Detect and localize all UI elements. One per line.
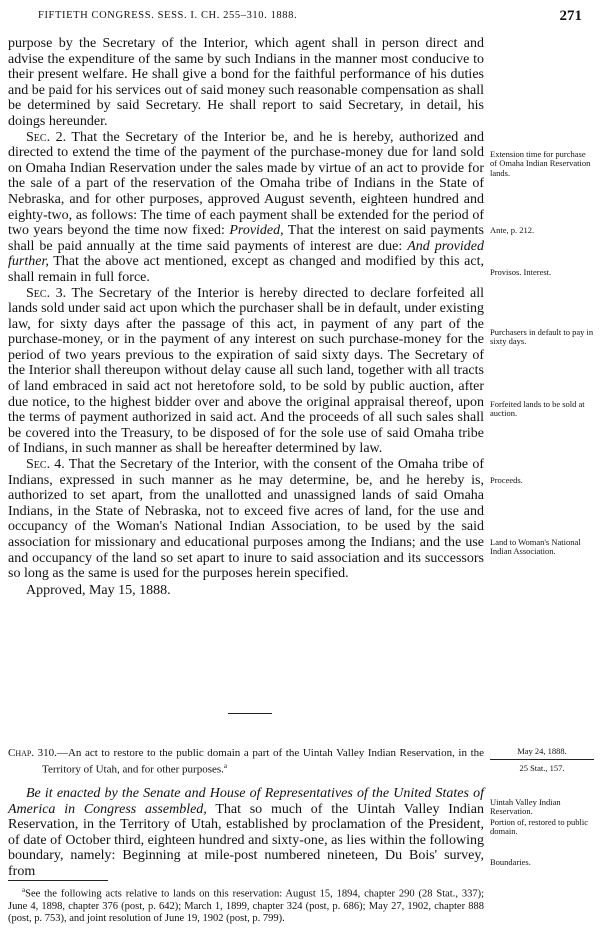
margin-note-proceeds: Proceeds. [490,475,523,485]
statute-citation: 25 Stat., 157. [519,763,565,773]
section-2-text: That the Secretary of the Interior be, and he is hereby, authorized and directed to extend the time of the payment of the purchase-money due for land sold on Omaha Indian Reservation under the sales made by virtue of an act to provide for the sale of a part of the reservation of the Omaha tribe of Indians in the State of Nebraska, and for other purposes, approved August seventh, eighteen hundred and eighty-two, as follows: The time of each payment shall be extended for the period of two years beyond the time now fixed: [8,129,484,239]
enactment [8,786,484,880]
margin-note-extension: Extension time for purchase of Omaha Indian Reservation lands. [490,149,591,178]
running-head [10,8,590,26]
enactment-text: That so much of the Uintah Valley Indian Reservation, in the Territory of Utah, established by proclamation of the President, of date of October third, eighteen hundred and sixty-one, as lies within the following boundary, namely: Beginning at mile-post numbered nineteen, Du Bois' survey, from [8,801,484,879]
footnote [8,884,484,925]
margin-note-uintah: Uintah Valley Indian Reservation. [490,797,561,817]
footnote-text: See the following acts relative to lands on this reservation: August 15, 1894, chapter 290 (28 Stat., 337); June 4, 1898, chapter 376 (post, p. 642); March 1, 1899, chapter 324 (post, p. 686); May 27, 1902, chapter 888 (post, p. 753), and joint resolution of June 19, 1902 (post, p. 799). [8,888,484,924]
margin-note-provisos: Provisos. Interest. [490,267,552,277]
margin-note-portion: Portion of, restored to public domain. [490,817,588,837]
proviso-further-label: And provided further, [8,238,484,270]
section-2 [8,130,484,286]
chapter-date-box [490,746,594,773]
chapter-title: —An act to restore to the public domain a part of the Uintah Valley Indian Reservation, in the Territory of Utah, and for other purposes. [42,747,485,776]
footnote-mark: a [22,886,26,894]
enacting-clause: Be it enacted by the Senate and House of Representatives of the United States of America in Congress assembled, [8,786,484,817]
footnote-rule [8,880,108,881]
section-4-text: That the Secretary of the Interior, with the consent of the Omaha tribe of Indians, expressed in such manner as he may determine, be, and he hereby is, authorized to set apart, from the unallotted and unassigned lands of said Omaha Indians, in the State of Nebraska, not to exceed five acres of land, for the use and occupancy of the Woman's National Indian Association, to be used by the said association for missionary and educational purposes among the Indians; and the use and occupancy of the land so set apart to inure to said association and its successors so long as the same is used for the purposes herein specified. [8,457,484,582]
section-3-text: The Secretary of the Interior is hereby directed to declare forfeited all lands sold under said act upon which the purchaser shall be in default, under existing law, for sixty days after the passage of this act, in payment of any part of the purchase-money, or in the payment of any interest on such purchase-money for the period of two years previous to the expiration of said sixty days. The Secretary of the Interior shall thereupon without delay cause all such land, together with all tracts of land embraced in said act not heretofore sold, to be sold by public auction, after due notice, to the highest bidder over and above the original appraisal thereof, upon the terms of payment authorized in said act. And the proceeds of all such sales shall be covered into the Treasury, to be disposed of for the sole use of said Omaha tribe of Indians, in such manner as shall be hereafter determined by law. [8,285,484,457]
section-4 [8,457,484,582]
section-2-text-3: That the above act mentioned, except as changed and modified by this act, shall remain in full force. [8,254,484,285]
margin-note-purchasers: Purchasers in default to pay in sixty days. [490,327,594,347]
proviso-label: Provided, [229,223,284,239]
margin-note-forfeited: Forfeited lands to be sold at auction. [490,399,585,419]
section-2-label: Sec. 2. [26,129,67,145]
approved-line: Approved, May 15, 1888. [26,582,171,598]
section-4-label: Sec. 4. [26,457,65,473]
margin-note-ante: Ante, p. 212. [490,225,535,235]
section-3-label: Sec. 3. [26,285,67,301]
margin-note-boundaries: Boundaries. [490,857,531,867]
section-2-text-2: That the interest on said payments shall be paid annually at the time said payments of interest are due: [8,223,484,254]
page-number: 271 [559,8,582,24]
footnote-ref: a [223,762,228,770]
chapter-heading [8,747,484,777]
margin-note-land-to-woman: Land to Woman's National Indian Association. [490,537,581,557]
section-3 [8,286,484,458]
running-title: FIFTIETH CONGRESS. SESS. I. CH. 255–310. 1888. [38,10,298,21]
section-divider [228,713,272,714]
paragraph-continuation: purpose by the Secretary of the Interior, which agent shall in person direct and advise the expenditure of the same by such Indians in the manner most conducive to their present welfare. He shall give a bond for the faithful performance of his duties and be paid for his services out of said money such reasonable compensation as shall be determined by said Secretary. He shall report to said Secretary, in detail, his doings hereunder. [8,36,484,129]
chapter-label: Chap. 310. [8,747,57,759]
main-text [8,36,484,598]
chapter-date: May 24, 1888. [490,746,594,760]
